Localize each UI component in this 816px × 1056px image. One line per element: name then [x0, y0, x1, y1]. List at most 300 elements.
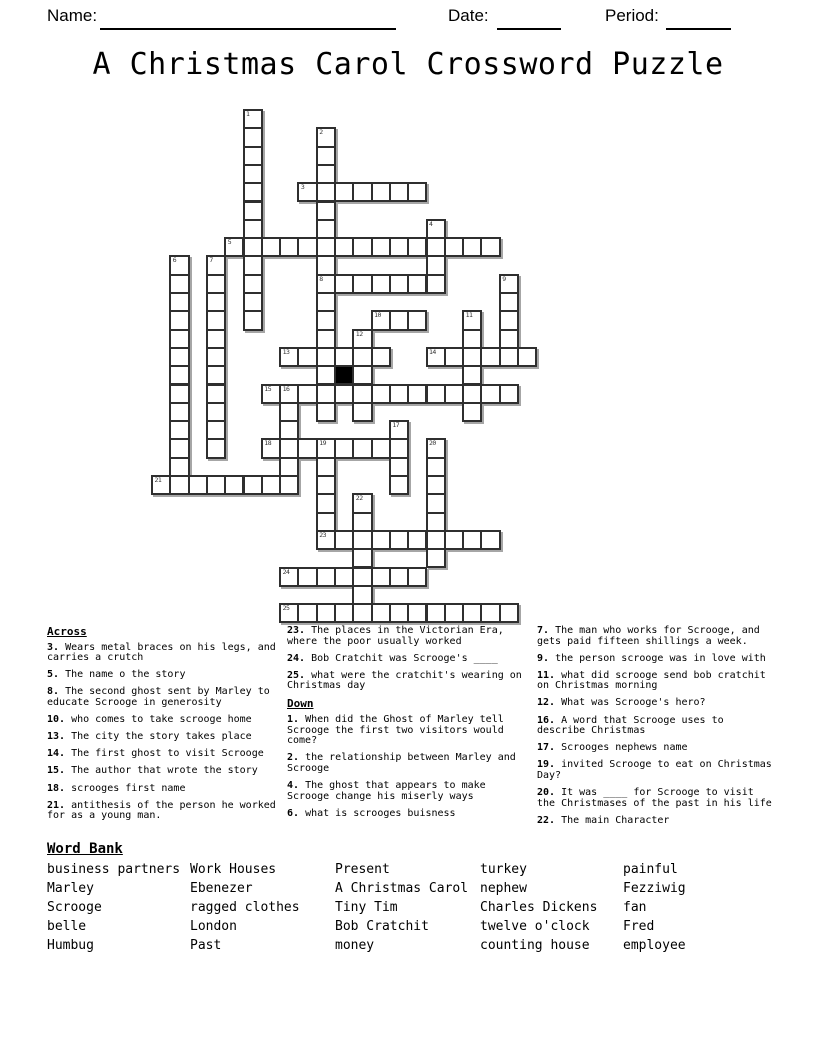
clue-number: 13.	[47, 731, 66, 743]
crossword-cell[interactable]	[279, 384, 299, 404]
cell-number: 6	[172, 256, 177, 265]
clue-number: 22.	[537, 814, 556, 826]
crossword-cell[interactable]	[316, 127, 336, 147]
cell-number: 8	[319, 274, 323, 283]
crossword-cell[interactable]	[279, 347, 299, 367]
word-bank-item: Tiny Tim	[335, 899, 398, 915]
crossword-cell[interactable]	[426, 512, 446, 532]
crossword-cell[interactable]	[499, 347, 519, 367]
clue-across-21	[47, 801, 285, 822]
crossword-cell[interactable]	[499, 384, 519, 404]
crossword-cell[interactable]	[352, 347, 372, 367]
crossword-cell[interactable]	[206, 384, 226, 404]
crossword-cell[interactable]	[297, 182, 317, 202]
crossword-cell[interactable]	[371, 237, 391, 257]
crossword-cell[interactable]	[389, 384, 409, 404]
clues-column-3	[537, 626, 775, 833]
clues-column-1	[47, 626, 285, 828]
cell-number: 13	[282, 347, 290, 356]
crossword-cell[interactable]	[316, 274, 336, 294]
clue-across-5	[47, 670, 285, 681]
clue-across-3	[47, 643, 285, 664]
crossword-cell[interactable]	[334, 567, 354, 587]
crossword-cell[interactable]	[243, 146, 263, 166]
crossword-cell[interactable]	[297, 603, 317, 623]
period-label: Period:	[605, 6, 659, 25]
clue-text: The places in the Victorian Era, where the poor usually worked	[287, 625, 504, 647]
cell-number: 19	[319, 439, 327, 448]
cell-number: 16	[282, 384, 290, 393]
crossword-cell[interactable]	[334, 182, 354, 202]
crossword-cell[interactable]	[389, 457, 409, 477]
crossword-cell[interactable]	[243, 310, 263, 330]
crossword-cell[interactable]	[462, 384, 482, 404]
date-blank-line[interactable]	[497, 6, 561, 30]
clue-text: invited Scrooge to eat on Christmas Day?	[537, 759, 772, 781]
clue-text: The first ghost to visit Scrooge	[65, 748, 264, 760]
word-bank-item: business partners	[47, 862, 181, 877]
word-bank-item: Fred	[623, 918, 655, 934]
clue-number: 18.	[47, 782, 66, 794]
word-bank-item: Humbug	[47, 937, 94, 953]
crossword-cell[interactable]	[169, 255, 189, 275]
crossword-cell[interactable]	[499, 329, 519, 349]
clue-number: 11.	[537, 669, 556, 681]
clue-text: The name o the story	[59, 669, 186, 681]
clue-text: What was Scrooge's hero?	[555, 697, 706, 709]
crossword-cell[interactable]	[243, 127, 263, 147]
crossword-cell[interactable]	[297, 347, 317, 367]
crossword-cell[interactable]	[480, 530, 500, 550]
crossword-cell[interactable]	[426, 384, 446, 404]
crossword-cell[interactable]	[316, 347, 336, 367]
crossword-cell[interactable]	[169, 384, 189, 404]
word-bank-item: painful	[623, 862, 678, 877]
crossword-cell[interactable]	[426, 457, 446, 477]
clue-number: 15.	[47, 765, 66, 777]
clue-text: the relationship between Marley and Scrooge	[287, 752, 516, 774]
crossword-cell[interactable]	[316, 567, 336, 587]
clue-text: The city the story takes place	[65, 731, 252, 743]
crossword-cell[interactable]	[169, 329, 189, 349]
crossword-cell[interactable]	[243, 219, 263, 239]
crossword-cell[interactable]	[352, 512, 372, 532]
crossword-cell[interactable]	[480, 384, 500, 404]
crossword-cell[interactable]	[261, 438, 281, 458]
crossword-cell[interactable]	[206, 402, 226, 422]
crossword-cell[interactable]	[316, 182, 336, 202]
clue-number: 14.	[47, 748, 66, 760]
crossword-cell[interactable]	[462, 402, 482, 422]
crossword-cell[interactable]	[243, 182, 263, 202]
cell-number: 15	[264, 384, 272, 393]
clue-text: A word that Scrooge uses to describe Christmas	[537, 714, 724, 737]
clue-across-13	[47, 732, 285, 743]
clue-number: 19.	[537, 759, 556, 771]
clue-down-20	[537, 788, 775, 809]
word-bank-item: ragged clothes	[190, 899, 300, 915]
crossword-cell[interactable]	[352, 438, 372, 458]
clue-across-10	[47, 715, 285, 726]
clue-text: scrooges first name	[65, 782, 186, 794]
across-heading: Across	[47, 625, 87, 638]
crossword-cell[interactable]	[389, 603, 409, 623]
crossword-cell[interactable]	[334, 384, 354, 404]
word-bank-item: A Christmas Carol	[335, 880, 469, 896]
cell-number: 1	[246, 110, 250, 118]
crossword-cell[interactable]	[407, 530, 427, 550]
word-bank-item: Ebenezer	[190, 880, 253, 896]
crossword-cell[interactable]	[279, 237, 299, 257]
crossword-cell[interactable]	[352, 567, 372, 587]
crossword-cell[interactable]	[389, 274, 409, 294]
clue-number: 4.	[287, 780, 300, 792]
crossword-cell[interactable]	[316, 237, 336, 257]
crossword-cell[interactable]	[316, 475, 336, 495]
crossword-cell[interactable]	[279, 420, 299, 440]
crossword-cell[interactable]	[352, 384, 372, 404]
crossword-cell[interactable]	[206, 420, 226, 440]
crossword-cell[interactable]	[316, 329, 336, 349]
clue-number: 12.	[537, 697, 556, 709]
crossword-cell[interactable]	[352, 530, 372, 550]
clue-number: 6.	[287, 807, 300, 819]
crossword-cell[interactable]	[426, 255, 446, 275]
cell-number: 11	[465, 311, 473, 320]
crossword-cell[interactable]	[426, 548, 446, 568]
crossword-cell[interactable]	[371, 384, 391, 404]
crossword-cell[interactable]	[316, 603, 336, 623]
word-bank	[47, 862, 787, 956]
crossword-cell[interactable]	[297, 237, 317, 257]
crossword-cell[interactable]	[352, 237, 372, 257]
page-title: A Christmas Carol Crossword Puzzle	[92, 47, 724, 82]
crossword-cell[interactable]	[426, 237, 446, 257]
crossword-cell[interactable]	[316, 457, 336, 477]
crossword-cell[interactable]	[261, 237, 281, 257]
crossword-cell[interactable]	[499, 274, 519, 294]
word-bank-item: fan	[623, 899, 647, 915]
clue-number: 17.	[537, 742, 556, 754]
crossword-cell[interactable]	[371, 274, 391, 294]
clue-text: Scrooges nephews name	[555, 742, 688, 754]
crossword-cell[interactable]	[444, 347, 464, 367]
crossword-cell[interactable]	[316, 402, 336, 422]
clue-across-24	[287, 654, 530, 665]
crossword-cell[interactable]	[297, 567, 317, 587]
crossword-cell[interactable]	[426, 438, 446, 458]
word-bank-item: employee	[623, 937, 686, 953]
crossword-cell[interactable]	[407, 237, 427, 257]
crossword-cell[interactable]	[279, 475, 299, 495]
clue-number: 23.	[287, 625, 306, 636]
crossword-cell[interactable]	[297, 438, 317, 458]
crossword-cell[interactable]	[206, 347, 226, 367]
crossword-cell[interactable]	[462, 530, 482, 550]
crossword-cell[interactable]	[243, 475, 263, 495]
clue-down-7	[537, 626, 775, 647]
clue-text: Wears metal braces on his legs, and carries a crutch	[47, 641, 276, 664]
word-bank-item: Scrooge	[47, 899, 102, 915]
crossword-cell[interactable]	[426, 530, 446, 550]
clue-across-25	[287, 671, 530, 692]
crossword-cell[interactable]	[480, 603, 500, 623]
cell-number: 7	[209, 256, 213, 265]
crossword-cell[interactable]	[407, 310, 427, 330]
crossword-cell[interactable]	[243, 255, 263, 275]
crossword-cell[interactable]	[334, 347, 354, 367]
word-bank-item: nephew	[480, 880, 527, 896]
crossword-cell[interactable]	[316, 493, 336, 513]
crossword-cell[interactable]	[334, 237, 354, 257]
crossword-cell[interactable]	[279, 457, 299, 477]
clue-down-6	[287, 809, 530, 820]
crossword-cell[interactable]	[169, 347, 189, 367]
crossword-cell[interactable]	[279, 567, 299, 587]
crossword-cell[interactable]	[169, 438, 189, 458]
down-heading: Down	[287, 697, 314, 711]
cell-number: 4	[429, 219, 433, 228]
crossword-cell[interactable]	[206, 274, 226, 294]
crossword-cell[interactable]	[316, 164, 336, 184]
crossword-cell[interactable]	[169, 402, 189, 422]
crossword-cell[interactable]	[206, 310, 226, 330]
crossword-cell[interactable]	[243, 292, 263, 312]
crossword-cell[interactable]	[462, 329, 482, 349]
crossword-cell[interactable]	[206, 329, 226, 349]
clue-text: The second ghost sent by Marley to educate Scrooge in generosity	[47, 686, 270, 709]
clue-number: 20.	[537, 787, 556, 799]
crossword-cell[interactable]	[352, 365, 372, 385]
crossword-cell[interactable]	[371, 438, 391, 458]
crossword-cell[interactable]	[352, 603, 372, 623]
clue-text: It was ____ for Scrooge to visit the Christmases of the past in his life	[537, 787, 772, 809]
clue-text: The man who works for Scrooge, and gets paid fifteen shillings a week.	[537, 625, 760, 647]
cell-number: 25	[282, 604, 290, 613]
crossword-cell[interactable]	[352, 329, 372, 349]
cell-number: 14	[429, 347, 436, 356]
crossword-cell[interactable]	[279, 438, 299, 458]
clue-across-14	[47, 749, 285, 760]
crossword-cell[interactable]	[352, 493, 372, 513]
clue-down-17	[537, 743, 775, 754]
crossword-cell[interactable]	[224, 475, 244, 495]
crossword-cell[interactable]	[389, 530, 409, 550]
crossword-cell[interactable]	[371, 603, 391, 623]
crossword-cell[interactable]	[151, 475, 171, 495]
crossword-cell[interactable]	[316, 292, 336, 312]
crossword-cell[interactable]	[188, 475, 208, 495]
crossword-cell[interactable]	[316, 146, 336, 166]
crossword-cell[interactable]	[426, 475, 446, 495]
clue-down-19	[537, 760, 775, 781]
crossword-cell[interactable]	[243, 109, 263, 129]
crossword-cell[interactable]	[371, 567, 391, 587]
crossword-cell[interactable]	[389, 182, 409, 202]
crossword-cell[interactable]	[169, 274, 189, 294]
crossword-cell[interactable]	[389, 475, 409, 495]
clue-number: 3.	[47, 641, 60, 653]
crossword-cell[interactable]	[206, 292, 226, 312]
crossword-cell[interactable]	[206, 255, 226, 275]
word-bank-item: London	[190, 918, 237, 934]
crossword-cell[interactable]	[261, 384, 281, 404]
crossword-cell[interactable]	[352, 585, 372, 605]
crossword-cell[interactable]	[499, 292, 519, 312]
crossword-cell[interactable]	[279, 603, 299, 623]
crossword-cell[interactable]	[462, 347, 482, 367]
crossword-cell[interactable]	[480, 237, 500, 257]
cell-number: 24	[282, 567, 290, 576]
clue-number: 1.	[287, 714, 300, 726]
crossword-cell[interactable]	[169, 365, 189, 385]
crossword-cell[interactable]	[279, 402, 299, 422]
word-bank-heading: Word Bank	[47, 841, 123, 857]
crossword-cell[interactable]	[316, 201, 336, 221]
clue-number: 10.	[47, 714, 66, 726]
period-blank-line[interactable]	[666, 6, 731, 30]
clue-text: who comes to take scrooge home	[65, 714, 252, 726]
crossword-cell[interactable]	[499, 603, 519, 623]
clue-down-22	[537, 816, 775, 827]
crossword-cell[interactable]	[407, 603, 427, 623]
crossword-cell[interactable]	[352, 402, 372, 422]
clue-text: The author that wrote the story	[65, 765, 258, 777]
word-bank-item: belle	[47, 918, 87, 934]
crossword-cell[interactable]	[517, 347, 537, 367]
crossword-cell[interactable]	[371, 347, 391, 367]
clue-text: Bob Cratchit was Scrooge's ____	[305, 652, 498, 664]
crossword-cell[interactable]	[444, 530, 464, 550]
date-label: Date:	[448, 6, 489, 25]
crossword-cell[interactable]	[389, 237, 409, 257]
cell-number: 23	[319, 530, 327, 539]
crossword-cell[interactable]	[316, 310, 336, 330]
clues-column-2	[287, 626, 530, 826]
crossword-cell[interactable]	[371, 530, 391, 550]
crossword-cell[interactable]	[462, 603, 482, 623]
clue-text: what is scrooges buisness	[299, 807, 456, 819]
crossword-cell[interactable]	[243, 201, 263, 221]
clue-down-11	[537, 671, 775, 692]
crossword-cell[interactable]	[169, 475, 189, 495]
crossword-cell[interactable]	[206, 475, 226, 495]
clue-number: 25.	[287, 669, 306, 681]
word-bank-item: Work Houses	[190, 862, 277, 877]
clue-number: 16.	[537, 714, 556, 726]
crossword-cell[interactable]	[224, 237, 244, 257]
crossword-cell[interactable]	[389, 567, 409, 587]
crossword-cell[interactable]	[206, 365, 226, 385]
crossword-cell[interactable]	[444, 603, 464, 623]
crossword-cell[interactable]	[426, 603, 446, 623]
clue-text: The ghost that appears to make Scrooge change his miserly ways	[287, 780, 486, 802]
word-bank-item: Past	[190, 937, 222, 953]
crossword-cell[interactable]	[243, 274, 263, 294]
cell-number: 3	[300, 183, 305, 192]
crossword-cell[interactable]	[316, 512, 336, 532]
crossword-cell[interactable]	[407, 182, 427, 202]
crossword-cell[interactable]	[169, 310, 189, 330]
clue-down-16	[537, 716, 775, 737]
word-bank-item: counting house	[480, 937, 590, 953]
clue-text: antithesis of the person he worked for as a young man.	[47, 799, 276, 822]
cell-number: 17	[392, 421, 400, 430]
crossword-cell[interactable]	[426, 219, 446, 239]
crossword-cell[interactable]	[334, 274, 354, 294]
crossword-black-cell	[334, 365, 354, 385]
crossword-cell[interactable]	[407, 384, 427, 404]
crossword-cell[interactable]	[316, 384, 336, 404]
crossword-cell[interactable]	[407, 274, 427, 294]
crossword-cell[interactable]	[297, 384, 317, 404]
crossword-cell[interactable]	[389, 420, 409, 440]
clue-number: 8.	[47, 686, 60, 698]
crossword-cell[interactable]	[480, 347, 500, 367]
crossword-cell[interactable]	[334, 530, 354, 550]
crossword-cell[interactable]	[371, 182, 391, 202]
clue-text: The main Character	[555, 814, 670, 826]
crossword-cell[interactable]	[169, 292, 189, 312]
clue-number: 24.	[287, 652, 306, 664]
word-bank-item: Marley	[47, 880, 94, 896]
crossword-cell[interactable]	[499, 310, 519, 330]
name-blank-line[interactable]	[100, 6, 396, 30]
crossword-cell[interactable]	[352, 274, 372, 294]
crossword-cell[interactable]	[243, 237, 263, 257]
crossword-cell[interactable]	[169, 457, 189, 477]
clue-down-2	[287, 753, 530, 774]
crossword-cell[interactable]	[352, 548, 372, 568]
crossword-cell[interactable]	[426, 347, 446, 367]
crossword-cell[interactable]	[206, 438, 226, 458]
crossword-cell[interactable]	[261, 475, 281, 495]
crossword-cell[interactable]	[462, 365, 482, 385]
crossword-cell[interactable]	[462, 237, 482, 257]
crossword-cell[interactable]	[243, 164, 263, 184]
cell-number: 18	[264, 439, 272, 448]
crossword-cell[interactable]	[407, 567, 427, 587]
crossword-cell[interactable]	[462, 310, 482, 330]
crossword-cell[interactable]	[316, 219, 336, 239]
crossword-cell[interactable]	[389, 438, 409, 458]
word-bank-item: Charles Dickens	[480, 899, 598, 915]
crossword-cell[interactable]	[352, 182, 372, 202]
crossword-cell[interactable]	[334, 438, 354, 458]
cell-number: 21	[154, 476, 162, 484]
crossword-cell[interactable]	[426, 493, 446, 513]
clue-across-8	[47, 687, 285, 708]
crossword-cell[interactable]	[169, 420, 189, 440]
clue-number: 9.	[537, 652, 550, 664]
crossword-cell[interactable]	[444, 384, 464, 404]
cell-number: 9	[502, 274, 506, 283]
crossword-cell[interactable]	[316, 365, 336, 385]
name-label: Name:	[47, 6, 98, 25]
crossword-cell[interactable]	[426, 274, 446, 294]
word-bank-item: Bob Cratchit	[335, 918, 429, 934]
clue-across-18	[47, 784, 285, 795]
cell-number: 22	[355, 494, 363, 503]
crossword-cell[interactable]	[316, 255, 336, 275]
crossword-cell[interactable]	[316, 530, 336, 550]
crossword-cell[interactable]	[389, 310, 409, 330]
crossword-cell[interactable]	[334, 603, 354, 623]
crossword-cell[interactable]	[316, 438, 336, 458]
clue-text: what were the cratchit's wearing on Christmas day	[287, 669, 522, 692]
crossword-cell[interactable]	[444, 237, 464, 257]
crossword-cell[interactable]	[371, 310, 391, 330]
